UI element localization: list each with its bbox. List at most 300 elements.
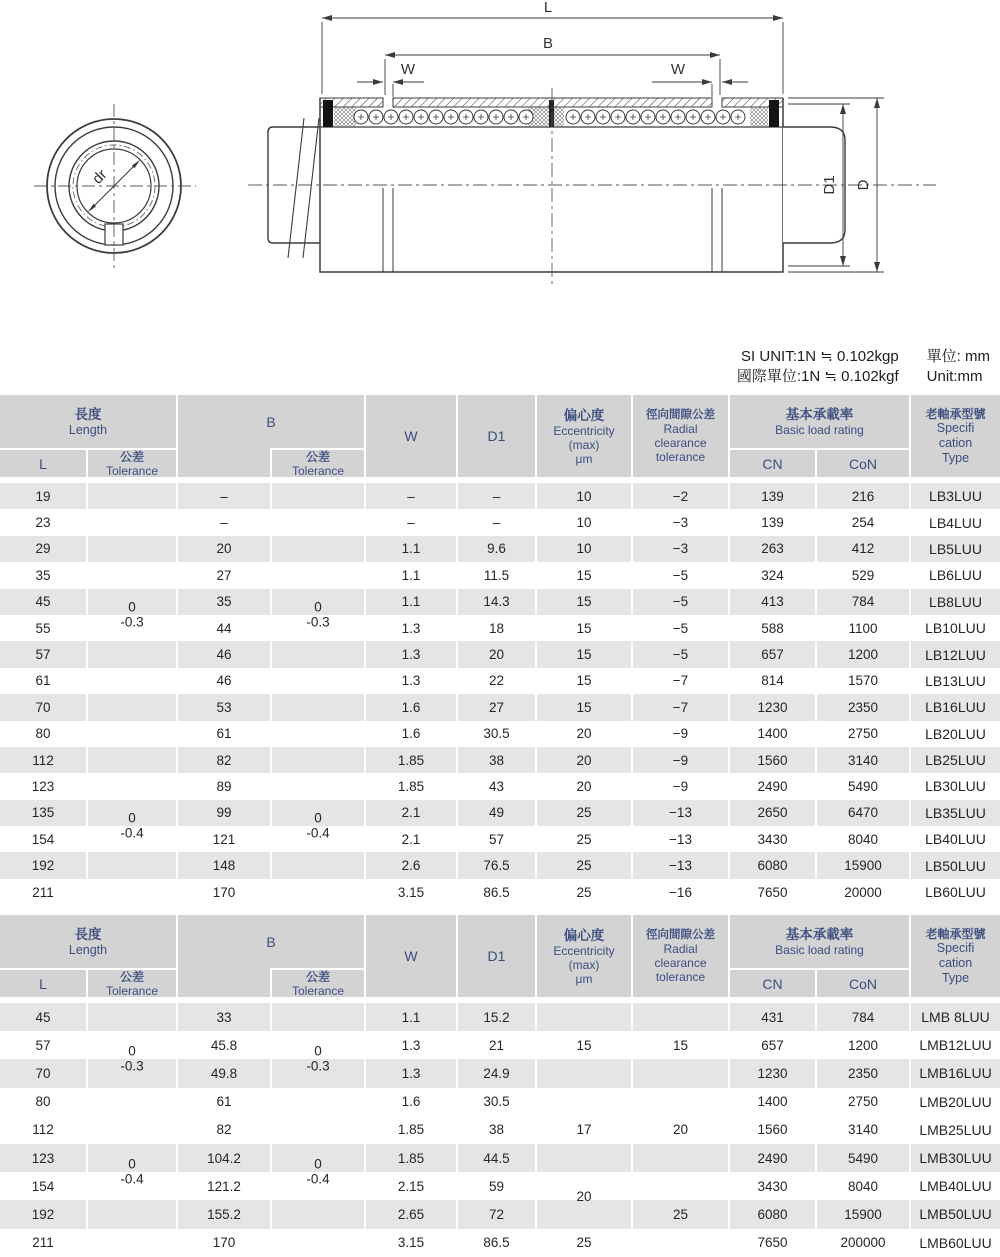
cell-b-tolerance [272,483,364,509]
cell-eccentricity: 20 [537,721,631,747]
cell-type: LB6LUU [911,562,1000,588]
cell-cn: 3430 [730,1172,815,1200]
table-row [0,615,1000,641]
table-row [0,1088,1000,1116]
cell-cn: 1560 [730,1116,815,1144]
cell-con: 784 [817,1003,909,1031]
D-label: D [855,179,872,191]
technical-drawing [0,0,1000,344]
cell-cn: 657 [730,641,815,667]
cell-b: 53 [178,694,270,720]
cell-con: 20000 [817,879,909,905]
cell-radial-clearance: −2 [633,483,728,509]
b-tolerance-group1: 0 -0.3 [306,599,330,629]
cell-eccentricity: 15 [537,641,631,667]
table-row [0,589,1000,615]
cell-d1: – [458,509,535,535]
cell-l: 23 [0,509,86,535]
cell-eccentricity [537,1003,631,1031]
l-tolerance-group2: 0 -0.4 [120,810,144,840]
spec-table-lb [0,395,1000,905]
cell-radial-clearance: −5 [633,615,728,641]
header-radial-clearance: 徑向間隙公差 Radial clearance tolerance [633,915,728,997]
cell-l: 70 [0,1059,86,1087]
table-row [0,1144,1000,1172]
cell-con: 1570 [817,668,909,694]
cell-w: 1.85 [366,1116,456,1144]
cell-w: 1.3 [366,615,456,641]
cell-type: LMB50LUU [911,1200,1000,1228]
cell-b: 46 [178,641,270,667]
cell-con: 254 [817,509,909,535]
table-row [0,1059,1000,1087]
cell-eccentricity: 15 [537,1031,631,1059]
cell-b: 121.2 [178,1172,270,1200]
cell-eccentricity [537,1059,631,1087]
cell-l: 19 [0,483,86,509]
cell-w: 3.15 [366,1229,456,1257]
cell-b-tolerance [272,1116,364,1144]
cell-type: LMB12LUU [911,1031,1000,1059]
cell-radial-clearance: −7 [633,694,728,720]
cell-radial-clearance: −3 [633,509,728,535]
cell-d1: 22 [458,668,535,694]
cell-l: 211 [0,1229,86,1257]
cell-type: LB4LUU [911,509,1000,535]
cell-w: 3.15 [366,879,456,905]
table-row [0,773,1000,799]
cell-l-tolerance [88,1229,176,1257]
cell-b-tolerance [272,668,364,694]
cell-l: 154 [0,826,86,852]
cell-w: 1.1 [366,589,456,615]
cell-radial-clearance: 25 [633,1200,728,1228]
header-load-rating-group: 基本承載率 Basic load rating CN CoN [730,915,909,997]
cell-d1: 14.3 [458,589,535,615]
cell-w: 1.6 [366,694,456,720]
W-left-label: W [400,61,416,78]
cell-type: LMB25LUU [911,1116,1000,1144]
cell-eccentricity: 25 [537,879,631,905]
cell-type: LMB16LUU [911,1059,1000,1087]
cell-l-tolerance [88,1200,176,1228]
cell-cn: 139 [730,509,815,535]
table-row [0,668,1000,694]
header-eccentricity: 偏心度 Eccentricity (max) μm [537,915,631,997]
cell-l: 135 [0,800,86,826]
cell-l-tolerance [88,747,176,773]
cell-type: LB12LUU [911,641,1000,667]
cell-eccentricity: 25 [537,826,631,852]
cell-eccentricity: 25 [537,852,631,878]
cell-l: 123 [0,773,86,799]
cell-l-tolerance [88,1116,176,1144]
cell-con: 5490 [817,1144,909,1172]
D1-label: D1 [821,175,838,195]
cell-cn: 3430 [730,826,815,852]
cell-l: 80 [0,1088,86,1116]
table-header [0,395,1000,477]
cell-b-tolerance [272,852,364,878]
cell-type: LB50LUU [911,852,1000,878]
cell-l: 112 [0,1116,86,1144]
header-l: L [0,450,86,477]
cell-con: 2750 [817,1088,909,1116]
cell-b-tolerance [272,1003,364,1031]
intl-unit-line: 國際單位:1N ≒ 0.102kgf [736,368,899,385]
si-unit-line: SI UNIT:1N ≒ 0.102kgp [741,348,899,365]
cell-cn: 1560 [730,747,815,773]
cell-con: 1100 [817,615,909,641]
header-b-tolerance: 公差 Tolerance [270,968,364,997]
cell-b: 104.2 [178,1144,270,1172]
L-label: L [543,0,553,16]
cell-con: 3140 [817,1116,909,1144]
cell-l: 57 [0,1031,86,1059]
cell-type: LB3LUU [911,483,1000,509]
cell-w: 2.1 [366,800,456,826]
table-row [0,800,1000,826]
cell-l: 61 [0,668,86,694]
cell-b: 82 [178,747,270,773]
cell-b: – [178,483,270,509]
cell-b-tolerance [272,721,364,747]
cell-type: LB5LUU [911,536,1000,562]
cell-radial-clearance: 15 [633,1031,728,1059]
cell-b-tolerance [272,879,364,905]
table-row [0,694,1000,720]
cell-type: LMB20LUU [911,1088,1000,1116]
cell-w: 1.6 [366,721,456,747]
cell-radial-clearance: −7 [633,668,728,694]
cell-l: 45 [0,1003,86,1031]
cell-cn: 7650 [730,1229,815,1257]
cell-radial-clearance: −5 [633,641,728,667]
dr-label: dr [89,166,111,188]
B-label: B [542,35,554,52]
cell-radial-clearance [633,1229,728,1257]
cell-b: 44 [178,615,270,641]
cell-l-tolerance [88,1088,176,1116]
cell-radial-clearance [633,1059,728,1087]
table-row [0,641,1000,667]
cell-b: 49.8 [178,1059,270,1087]
header-l-tolerance: 公差 Tolerance [88,450,176,477]
cell-cn: 431 [730,1003,815,1031]
cell-w: 2.15 [366,1172,456,1200]
cell-d1: 86.5 [458,879,535,905]
table-row [0,721,1000,747]
cell-w: 2.65 [366,1200,456,1228]
cell-d1: 76.5 [458,852,535,878]
header-b-group: B 公差 Tolerance [178,395,364,477]
cell-l: 70 [0,694,86,720]
cell-con: 412 [817,536,909,562]
b-tolerance-group2: 0 -0.4 [306,810,330,840]
table-row [0,1229,1000,1257]
cell-l: 80 [0,721,86,747]
cell-b-tolerance [272,562,364,588]
cell-con: 2350 [817,1059,909,1087]
cell-b: 20 [178,536,270,562]
cell-l: 192 [0,852,86,878]
cell-l-tolerance [88,1003,176,1031]
cell-radial-clearance: −9 [633,721,728,747]
header-w: W [366,915,456,997]
b-tolerance-group2: 0 -0.4 [306,1156,330,1186]
header-cn: CN [762,455,783,472]
end-view [34,104,196,270]
cell-d1: – [458,483,535,509]
cell-radial-clearance: 20 [633,1116,728,1144]
cell-l-tolerance [88,509,176,535]
header-radial-clearance: 徑向間隙公差 Radial clearance tolerance [633,395,728,477]
header-b-group: B 公差 Tolerance [178,915,364,997]
cell-l: 192 [0,1200,86,1228]
cell-type: LB40LUU [911,826,1000,852]
cell-type: LB25LUU [911,747,1000,773]
cell-l-tolerance [88,562,176,588]
cell-cn: 413 [730,589,815,615]
cell-d1: 27 [458,694,535,720]
cell-radial-clearance: −16 [633,879,728,905]
cell-b: 35 [178,589,270,615]
cell-con: 1200 [817,1031,909,1059]
table-body [0,1003,1000,1257]
cell-l: 112 [0,747,86,773]
cell-w: 1.3 [366,1059,456,1087]
cell-radial-clearance: −13 [633,800,728,826]
cell-cn: 588 [730,615,815,641]
cell-d1: 11.5 [458,562,535,588]
cell-w: 1.85 [366,1144,456,1172]
cell-type: LB35LUU [911,800,1000,826]
cell-radial-clearance: −9 [633,773,728,799]
cell-l-tolerance [88,668,176,694]
cell-w: 1.85 [366,747,456,773]
cell-b: 61 [178,1088,270,1116]
cell-type: LMB30LUU [911,1144,1000,1172]
cell-d1: 43 [458,773,535,799]
cell-type: LMB60LUU [911,1229,1000,1257]
cell-b-tolerance [272,509,364,535]
cell-l-tolerance [88,721,176,747]
cell-w: 2.1 [366,826,456,852]
header-d1: D1 [458,395,535,477]
header-load-rating-group: 基本承載率 Basic load rating CN CoN [730,395,909,477]
cell-eccentricity: 15 [537,694,631,720]
cell-b: 89 [178,773,270,799]
cell-cn: 6080 [730,852,815,878]
cell-l: 123 [0,1144,86,1172]
cell-eccentricity: 15 [537,615,631,641]
cell-d1: 18 [458,615,535,641]
header-b-tolerance: 公差 Tolerance [270,448,364,477]
cell-d1: 57 [458,826,535,852]
cell-d1: 38 [458,747,535,773]
cell-b: 27 [178,562,270,588]
cell-d1: 30.5 [458,721,535,747]
cell-b-tolerance [272,536,364,562]
cell-eccentricity: 25 [537,800,631,826]
cell-b-tolerance [272,641,364,667]
cell-l: 45 [0,589,86,615]
cell-l: 55 [0,615,86,641]
cell-eccentricity: 10 [537,536,631,562]
table-row [0,562,1000,588]
table-row [0,1116,1000,1144]
cell-type: LMB 8LUU [911,1003,1000,1031]
cell-l: 154 [0,1172,86,1200]
table-row [0,1200,1000,1228]
table-row [0,509,1000,535]
cell-radial-clearance: −5 [633,562,728,588]
table-row [0,1031,1000,1059]
table-body [0,483,1000,905]
cell-w: 1.1 [366,536,456,562]
cell-con: 216 [817,483,909,509]
cell-d1: 30.5 [458,1088,535,1116]
cell-cn: 139 [730,483,815,509]
table-row [0,483,1000,509]
table-row [0,1003,1000,1031]
cell-l: 57 [0,641,86,667]
cell-d1: 38 [458,1116,535,1144]
cell-type: LMB40LUU [911,1172,1000,1200]
cell-b: 121 [178,826,270,852]
cell-cn: 1400 [730,1088,815,1116]
spec-table-lmb [0,915,1000,1257]
cell-eccentricity: 17 [537,1116,631,1144]
cell-w: – [366,509,456,535]
cell-d1: 49 [458,800,535,826]
cell-b: 33 [178,1003,270,1031]
cell-radial-clearance: −9 [633,747,728,773]
table-row [0,826,1000,852]
header-con: CoN [815,450,909,477]
cell-con: 6470 [817,800,909,826]
cell-radial-clearance [633,1003,728,1031]
cell-type: LB8LUU [911,589,1000,615]
cell-type: LB30LUU [911,773,1000,799]
header-type: 老軸承型號 Specifi cation Type [911,395,1000,477]
eccentricity-merged-value: 20 [576,1188,592,1204]
table-header [0,915,1000,997]
unit-en: Unit:mm [926,368,983,385]
cell-b-tolerance [272,1088,364,1116]
cell-con: 5490 [817,773,909,799]
l-tolerance-group1: 0 -0.3 [120,1043,144,1073]
cell-cn: 324 [730,562,815,588]
cell-con: 2350 [817,694,909,720]
cell-d1: 86.5 [458,1229,535,1257]
cell-eccentricity [537,1144,631,1172]
cell-b: 155.2 [178,1200,270,1228]
cell-con: 2750 [817,721,909,747]
header-length: 長度 Length [0,395,176,448]
header-w: W [366,395,456,477]
cell-w: 1.3 [366,641,456,667]
header-l-tolerance: 公差 Tolerance [88,970,176,997]
cell-eccentricity: 25 [537,1229,631,1257]
cell-con: 529 [817,562,909,588]
table-row [0,1172,1000,1200]
cell-l-tolerance [88,773,176,799]
W-right-label: W [670,61,686,78]
cell-b-tolerance [272,1229,364,1257]
cell-l-tolerance [88,536,176,562]
cell-con: 200000 [817,1229,909,1257]
cell-radial-clearance: −5 [633,589,728,615]
cell-type: LB60LUU [911,879,1000,905]
cell-b: – [178,509,270,535]
unit-cn: 單位: mm [926,348,990,365]
cell-b-tolerance [272,1200,364,1228]
cell-b-tolerance [272,694,364,720]
cell-eccentricity: 20 [537,747,631,773]
header-l: L [0,970,86,997]
cell-l: 29 [0,536,86,562]
cell-con: 8040 [817,1172,909,1200]
cell-l-tolerance [88,852,176,878]
header-eccentricity: 偏心度 Eccentricity (max) μm [537,395,631,477]
cell-d1: 72 [458,1200,535,1228]
l-tolerance-group2: 0 -0.4 [120,1156,144,1186]
cell-con: 1200 [817,641,909,667]
cell-b: 61 [178,721,270,747]
cell-w: 1.3 [366,668,456,694]
cell-d1: 21 [458,1031,535,1059]
cell-l-tolerance [88,641,176,667]
cell-d1: 9.6 [458,536,535,562]
cell-eccentricity [537,1200,631,1228]
cell-cn: 657 [730,1031,815,1059]
cell-b: 82 [178,1116,270,1144]
cell-w: – [366,483,456,509]
cell-con: 8040 [817,826,909,852]
header-type: 老軸承型號 Specifi cation Type [911,915,1000,997]
cell-con: 15900 [817,852,909,878]
cell-w: 1.1 [366,1003,456,1031]
cell-eccentricity: 15 [537,562,631,588]
cell-type: LB16LUU [911,694,1000,720]
cell-type: LB20LUU [911,721,1000,747]
header-cn: CN [762,975,783,992]
b-tolerance-group1: 0 -0.3 [306,1043,330,1073]
cell-l: 35 [0,562,86,588]
cell-radial-clearance: −3 [633,536,728,562]
cell-w: 2.6 [366,852,456,878]
cell-b: 99 [178,800,270,826]
cell-eccentricity [537,1088,631,1116]
cell-type: LB10LUU [911,615,1000,641]
cell-cn: 263 [730,536,815,562]
l-tolerance-group1: 0 -0.3 [120,599,144,629]
cell-radial-clearance: −13 [633,826,728,852]
cell-b: 170 [178,879,270,905]
cell-d1: 44.5 [458,1144,535,1172]
cell-cn: 1230 [730,1059,815,1087]
cell-con: 784 [817,589,909,615]
cell-cn: 2490 [730,1144,815,1172]
cell-l-tolerance [88,694,176,720]
cell-d1: 59 [458,1172,535,1200]
cell-b: 46 [178,668,270,694]
unit-note [737,347,990,386]
cell-eccentricity: 10 [537,509,631,535]
cell-eccentricity: 10 [537,483,631,509]
cell-l-tolerance [88,879,176,905]
